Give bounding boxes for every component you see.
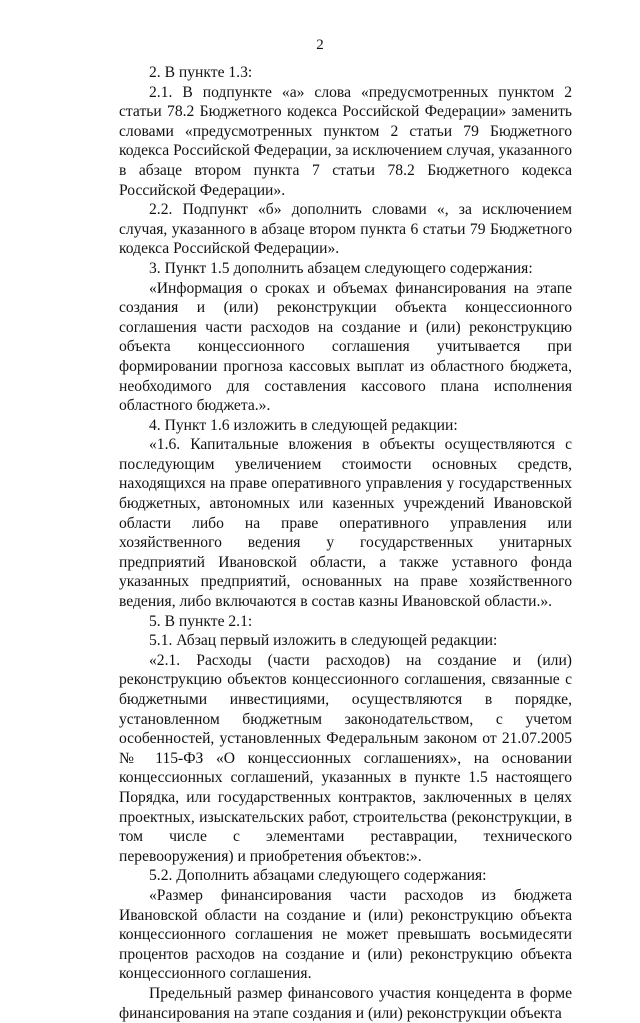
paragraph-5-2: 5.2. Дополнить абзацами следующего содержания: <box>149 867 487 885</box>
paragraph-4-quote: «1.6. Капитальные вложения в объекты осуществляются с последующим увеличением стоимости основных средств, находящихся на праве оперативного управления у государственных бюджетных, автономных или казенных учреждений Ивановской области либо на праве оперативного управления или хозяйственного ведения у государственных унитарных предприятий Ивановской области, а также уставного фонда указанных предприятий, основанных на праве хозяйственного ведения, либо включаются в состав казны Ивановской области.». <box>119 436 572 611</box>
paragraph-5: 5. В пункте 2.1: <box>149 612 253 630</box>
paragraph-5-1: 5.1. Абзац первый изложить в следующей редакции: <box>149 632 498 650</box>
paragraph-2: 2. В пункте 1.3: <box>149 64 253 81</box>
page-number: 2 <box>316 37 324 53</box>
paragraph-3: 3. Пункт 1.5 дополнить абзацем следующего содержания: <box>149 259 533 277</box>
paragraph-5-1-quote: «2.1. Расходы (части расходов) на создание и (или) реконструкцию объектов концессионного соглашения, связанные с бюджетными инвестициями, осуществляются в порядке, установленном бюджетным законодательством, с учетом особенностей, установленных Федеральным законом от 21.07.2005 № 115-ФЗ «О концессионных соглашениях», на основании концессионных соглашений, указанных в пункте 1.5 настоящего Порядка, или государственных контрактов, заключенных в целях проектных, изыскательских работ, строительства (реконструкции, в том числе с элементами реставрации, технического перевооружения) и приобретения объектов:». <box>119 651 572 865</box>
paragraph-5-2-quote: «Размер финансирования части расходов из бюджета Ивановской области на создание и (или) реконструкцию объекта концессионного соглашения не может превышать восьмидесяти процентов расходов на создание и (или) реконструкцию объекта концессионного соглашения. <box>119 886 572 983</box>
paragraph-4: 4. Пункт 1.6 изложить в следующей редакции: <box>149 416 458 434</box>
document-body <box>119 63 572 1023</box>
paragraph-limit: Предельный размер финансового участия концедента в форме финансирования на этапе создания и (или) реконструкции объекта <box>119 984 572 1022</box>
paragraph-3-quote: «Информация о сроках и объемах финансирования на этапе создания и (или) реконструкции объекта концессионного соглашения части расходов на создание и (или) реконструкцию объекта концессионного соглашения учитывается при формировании прогноза кассовых выплат из областного бюджета, необходимого для составления кассового плана исполнения областного бюджета.». <box>119 279 572 415</box>
paragraph-2-2: 2.2. Подпункт «б» дополнить словами «, за исключением случая, указанного в абзаце втором пункта 6 статьи 79 Бюджетного кодекса Российской Федерации». <box>119 201 572 258</box>
paragraph-2-1: 2.1. В подпункте «а» слова «предусмотренных пунктом 2 статьи 78.2 Бюджетного кодекса Российской Федерации» заменить словами «предусмотренных пунктом 2 статьи 79 Бюджетного кодекса Российской Федерации, за исключением случая, указанного в абзаце втором пункта 7 статьи 78.2 Бюджетного кодекса Российской Федерации». <box>119 83 572 199</box>
